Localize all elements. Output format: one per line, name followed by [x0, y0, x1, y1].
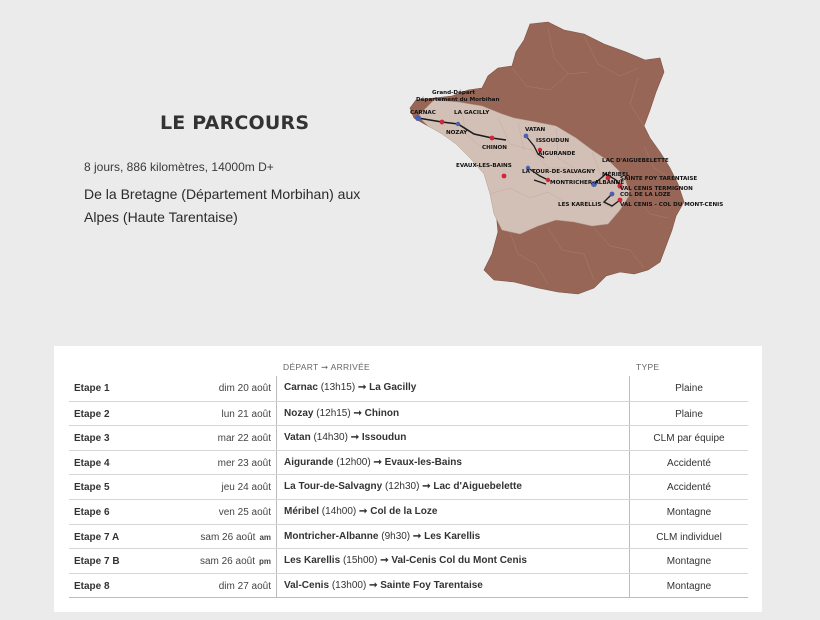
table-row: [69, 425, 748, 450]
stage-date: [218, 433, 271, 444]
stage-name: Etape 7 A: [74, 531, 120, 543]
stage-type: Plaine: [675, 383, 703, 394]
table-header: [54, 362, 762, 376]
svg-text:SAINTE FOY TARENTAISE: SAINTE FOY TARENTAISE: [620, 176, 698, 182]
table-row: [69, 548, 748, 573]
intro-section: [84, 112, 384, 229]
start-city: Montricher-Albanne: [284, 530, 379, 542]
route-stats: 8 jours, 886 kilomètres, 14000m D+: [84, 160, 274, 174]
start-city: La Tour-de-Salvagny: [284, 481, 383, 493]
table-body: [69, 376, 748, 598]
france-map-svg: [398, 18, 728, 308]
svg-text:VATAN: VATAN: [525, 127, 546, 133]
svg-text:MONTRICHER-ALBANNE: MONTRICHER-ALBANNE: [550, 180, 625, 186]
stage-name: Etape 3: [74, 433, 110, 445]
stage-date: [222, 482, 272, 493]
stage-route: [276, 402, 630, 427]
stage-date: [200, 556, 271, 567]
stage-type: CLM individuel: [656, 531, 722, 543]
svg-text:LA GACILLY: LA GACILLY: [454, 110, 490, 116]
route-map: [398, 18, 728, 308]
svg-text:LES KARELLIS: LES KARELLIS: [558, 202, 602, 208]
stage-type: CLM par équipe: [653, 433, 725, 445]
stage-route: [276, 376, 630, 401]
page-title: LE PARCOURS: [160, 112, 310, 134]
start-time: (12h00): [336, 456, 371, 468]
start-time: (12h15): [316, 407, 351, 419]
table-row: [69, 524, 748, 549]
end-city: Evaux-les-Bains: [384, 456, 462, 468]
arrow-icon: ➞: [369, 579, 378, 591]
start-time: (9h30): [381, 530, 411, 542]
start-city: Les Karellis: [284, 555, 341, 567]
start-city: Aigurande: [284, 456, 334, 468]
start-time: (13h00): [331, 579, 367, 591]
svg-text:COL DE LA LOZE: COL DE LA LOZE: [620, 192, 671, 198]
svg-text:LAC D'AIGUEBELETTE: LAC D'AIGUEBELETTE: [602, 158, 669, 164]
stage-route: [276, 525, 630, 550]
date-text: mer 23 août: [217, 457, 271, 469]
start-city: Carnac: [284, 382, 318, 393]
svg-text:Grand-Départ: Grand-Départ: [432, 90, 476, 96]
header-type: TYPE: [636, 362, 660, 372]
table-row: [69, 450, 748, 475]
arrow-icon: ➞: [412, 530, 422, 542]
stage-date: [222, 409, 272, 420]
stage-name: Etape 6: [74, 506, 110, 518]
stage-type: Accidenté: [667, 482, 711, 494]
end-city: Val-Cenis Col du Mont Cenis: [391, 555, 527, 567]
stage-type: Montagne: [666, 556, 712, 568]
time-slot: pm: [259, 557, 271, 567]
svg-text:CARNAC: CARNAC: [410, 110, 436, 116]
end-city: Chinon: [364, 407, 400, 419]
start-time: (14h30): [313, 432, 348, 444]
stage-date: [219, 581, 271, 592]
date-text: jeu 24 août: [221, 482, 271, 494]
end-city: Les Karellis: [424, 530, 481, 542]
end-city: Lac d'Aiguebelette: [433, 481, 522, 493]
stage-date: [200, 532, 271, 543]
stage-name: Etape 4: [74, 457, 110, 469]
arrow-icon: ➞: [353, 407, 362, 419]
table-row: [69, 401, 748, 426]
start-city: Méribel: [284, 505, 320, 517]
date-text: sam 26 août: [200, 531, 256, 543]
stage-route: [276, 451, 630, 476]
stage-route: [276, 500, 630, 525]
stage-date: [219, 383, 271, 394]
arrow-icon: ➞: [357, 382, 367, 393]
arrow-icon: ➞: [350, 432, 360, 444]
svg-text:AIGURANDE: AIGURANDE: [538, 151, 576, 157]
date-text: lun 21 août: [221, 408, 271, 420]
svg-text:Département du Morbihan: Département du Morbihan: [416, 97, 500, 103]
stage-route: [276, 426, 630, 451]
time-slot: am: [259, 532, 271, 542]
stage-type: Montagne: [666, 506, 712, 518]
start-city: Val-Cenis: [284, 579, 330, 591]
stage-route: [276, 475, 630, 500]
date-text: mar 22 août: [217, 433, 271, 445]
svg-text:LA TOUR-DE-SALVAGNY: LA TOUR-DE-SALVAGNY: [522, 169, 596, 175]
svg-text:EVAUX-LES-BAINS: EVAUX-LES-BAINS: [456, 163, 512, 169]
svg-text:NOZAY: NOZAY: [446, 130, 468, 136]
route-summary: De la Bretagne (Département Morbihan) aux Alpes (Haute Tarentaise): [84, 186, 361, 225]
svg-text:ISSOUDUN: ISSOUDUN: [536, 138, 570, 144]
start-time: (15h00): [342, 555, 378, 567]
date-text: dim 20 août: [218, 383, 271, 394]
start-city: Vatan: [284, 432, 311, 444]
start-time: (12h30): [384, 481, 420, 493]
svg-text:CHINON: CHINON: [482, 145, 507, 151]
end-city: Col de la Loze: [370, 505, 438, 517]
stage-date: [218, 458, 271, 469]
start-time: (13h15): [320, 382, 356, 393]
stage-type: Plaine: [675, 408, 703, 420]
svg-text:MÉRIBEL: MÉRIBEL: [602, 172, 630, 178]
stage-name: Etape 8: [74, 580, 110, 592]
stage-name: Etape 7 B: [74, 556, 120, 568]
stage-date: [219, 507, 271, 518]
stage-route: [276, 549, 630, 574]
table-row: [69, 474, 748, 499]
stage-name: Etape 5: [74, 482, 110, 494]
arrow-icon: ➞: [380, 555, 389, 567]
svg-text:VAL CENIS TERMIGNON: VAL CENIS TERMIGNON: [620, 186, 693, 192]
stages-table: [54, 346, 762, 612]
stage-route: [276, 574, 630, 599]
arrow-icon: ➞: [422, 481, 431, 493]
date-text: sam 26 août: [199, 556, 255, 568]
svg-text:VAL CENIS - COL DU MONT-CENIS: VAL CENIS - COL DU MONT-CENIS: [620, 202, 724, 208]
end-city: Issoudun: [361, 432, 407, 444]
table-row: [69, 376, 748, 401]
arrow-icon: ➞: [373, 456, 382, 468]
start-time: (14h00): [321, 505, 357, 517]
date-text: dim 27 août: [218, 580, 271, 592]
end-city: La Gacilly: [369, 382, 417, 393]
table-row: [69, 573, 748, 598]
start-city: Nozay: [284, 407, 314, 419]
stage-type: Montagne: [666, 580, 712, 592]
table-row: [69, 499, 748, 524]
end-city: Sainte Foy Tarentaise: [380, 579, 483, 591]
stage-type: Accidenté: [667, 457, 711, 469]
stage-name: Etape 1: [74, 383, 110, 394]
date-text: ven 25 août: [218, 506, 271, 518]
header-route: DÉPART ➞ ARRIVÉE: [283, 362, 371, 372]
stage-name: Etape 2: [74, 408, 110, 420]
arrow-icon: ➞: [359, 505, 368, 517]
